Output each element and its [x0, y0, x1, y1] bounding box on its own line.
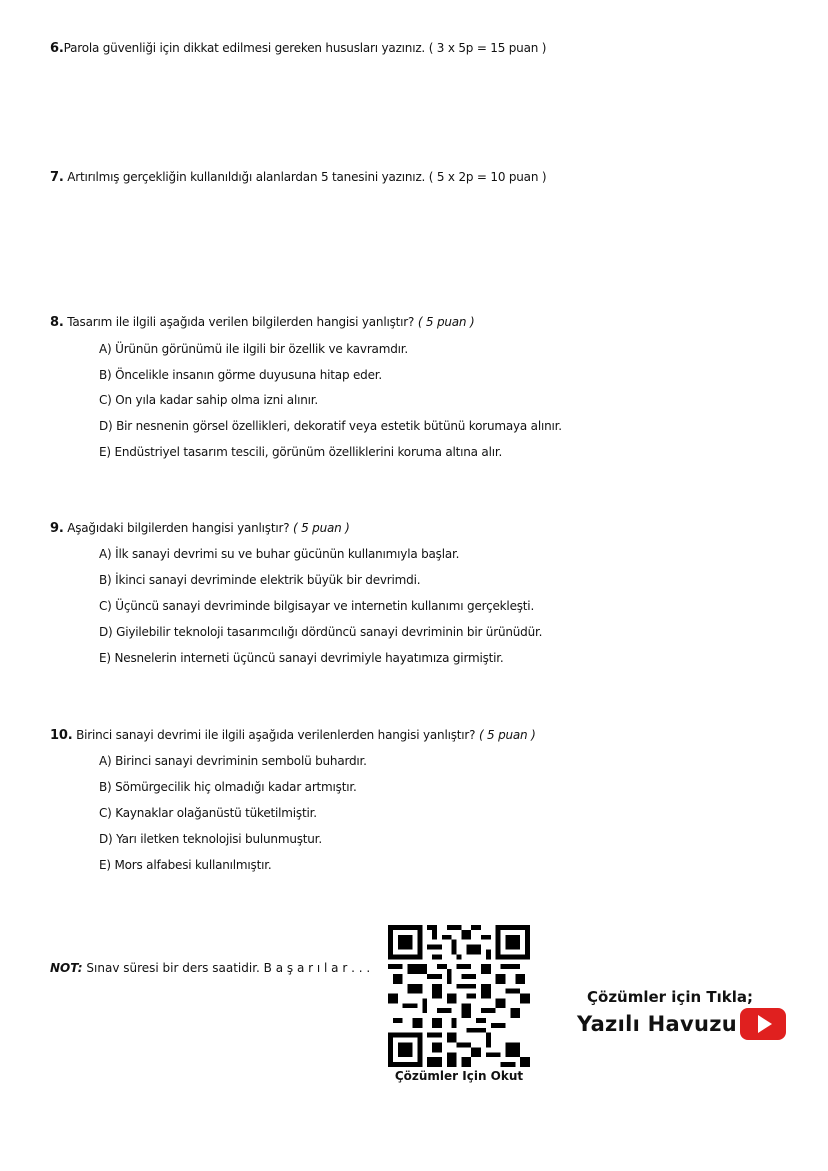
question-points: ( 5 puan ): [293, 521, 350, 535]
question-7-title: [50, 170, 546, 185]
question-9-title: [50, 521, 350, 536]
question-6-title: [50, 41, 546, 56]
question-text: Parola güvenliği için dikkat edilmesi gereken hususları yazınız.: [63, 41, 426, 55]
question-text: Birinci sanayi devrimi ile ilgili aşağıda verilenlerden hangisi yanlıştır?: [76, 728, 476, 742]
option-e: E) Mors alfabesi kullanılmıştır.: [99, 858, 272, 872]
promo-link[interactable]: [577, 988, 792, 1040]
option-a: A) Birinci sanayi devriminin sembolü buhardır.: [99, 754, 367, 768]
option-e: E) Nesnelerin interneti üçüncü sanayi devrimiyle hayatımıza girmiştir.: [99, 651, 504, 665]
note-label: NOT:: [50, 961, 83, 975]
option-c: C) Kaynaklar olağanüstü tüketilmiştir.: [99, 806, 317, 820]
question-points: ( 5 puan ): [417, 315, 475, 329]
option-d: D) Yarı iletken teknolojisi bulunmuştur.: [99, 832, 322, 846]
question-number: 6.: [50, 41, 64, 56]
option-c: C) Üçüncü sanayi devriminde bilgisayar ve internetin kullanımı gerçekleşti.: [99, 599, 535, 613]
note-wish: B a ş a r ı l a r . . .: [263, 961, 371, 975]
question-text: Aşağıdaki bilgilerden hangisi yanlıştır?: [67, 521, 290, 535]
promo-brand-name[interactable]: Yazılı Havuzu: [577, 1012, 738, 1036]
question-10-title: [50, 728, 536, 743]
question-number: 9.: [50, 521, 64, 536]
qr-block: [388, 925, 530, 1083]
note-text: Sınav süresi bir ders saatidir.: [86, 961, 260, 975]
option-b: B) Sömürgecilik hiç olmadığı kadar artmıştır.: [99, 780, 357, 794]
option-c: C) On yıla kadar sahip olma izni alınır.: [99, 393, 318, 407]
question-points: ( 5 puan ): [478, 728, 536, 742]
qr-caption: Çözümler Için Okut: [394, 1069, 524, 1083]
question-8-title: [50, 315, 474, 330]
question-number: 8.: [50, 315, 64, 330]
option-b: B) Öncelikle insanın görme duyusuna hitap eder.: [99, 368, 383, 382]
option-e: E) Endüstriyel tasarım tescili, görünüm özelliklerini koruma altına alır.: [99, 445, 503, 459]
question-number: 7.: [50, 170, 64, 185]
option-a: A) Ürünün görünümü ile ilgili bir özellik ve kavramdır.: [99, 342, 408, 356]
question-points: ( 5 x 2p = 10 puan ): [428, 170, 547, 184]
option-b: B) İkinci sanayi devriminde elektrik büyük bir devrimdi.: [99, 573, 421, 587]
question-points: ( 3 x 5p = 15 puan ): [428, 41, 547, 55]
question-text: Artırılmış gerçekliğin kullanıldığı alanlardan 5 tanesini yazınız.: [67, 170, 426, 184]
option-a: A) İlk sanayi devrimi su ve buhar gücünün kullanımıyla başlar.: [99, 547, 460, 561]
question-number: 10.: [50, 728, 73, 743]
question-text: Tasarım ile ilgili aşağıda verilen bilgilerden hangisi yanlıştır?: [67, 315, 415, 329]
youtube-play-icon[interactable]: [740, 1008, 786, 1040]
option-d: D) Giyilebilir teknoloji tasarımcılığı dördüncü sanayi devriminin bir ürünüdür.: [99, 625, 543, 639]
promo-cta: Çözümler için Tıkla;: [587, 988, 753, 1006]
exam-note: [50, 961, 370, 975]
option-d: D) Bir nesnenin görsel özellikleri, dekoratif veya estetik bütünü korumaya alınır.: [99, 419, 562, 433]
qr-code-icon[interactable]: [388, 925, 530, 1067]
